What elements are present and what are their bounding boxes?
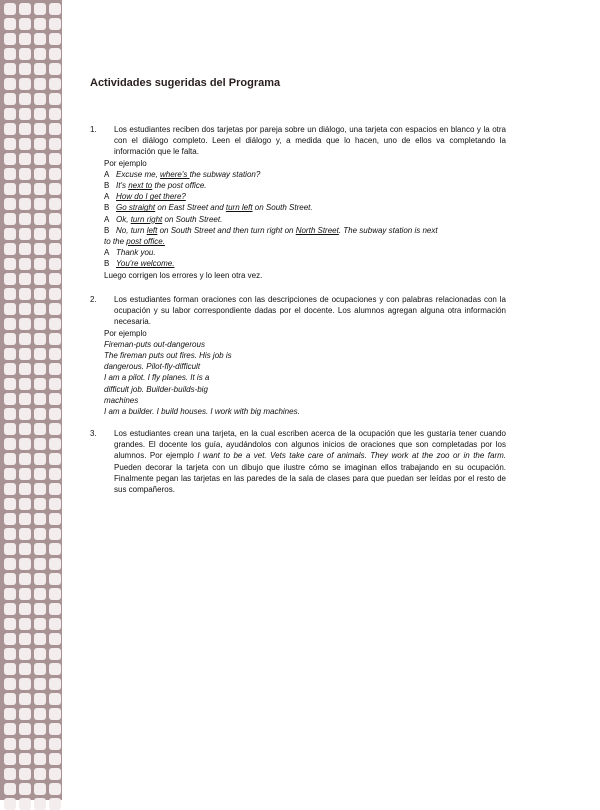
sidebar-square (4, 303, 16, 315)
sidebar-square (34, 708, 46, 720)
sidebar-square (49, 423, 61, 435)
sidebar-square (19, 258, 31, 270)
sidebar-square (49, 603, 61, 615)
sidebar-square (34, 438, 46, 450)
sidebar-square (34, 678, 46, 690)
sidebar-square (19, 213, 31, 225)
sidebar-square (19, 378, 31, 390)
speaker-label: A (104, 214, 110, 224)
sidebar-square (34, 408, 46, 420)
dialogue-blank: turn left (225, 203, 253, 213)
sidebar-square (34, 618, 46, 630)
sidebar-square (49, 93, 61, 105)
sidebar-square (34, 738, 46, 750)
sidebar-square (49, 33, 61, 45)
sidebar-square (34, 48, 46, 60)
dialogue-text: on South Street. (252, 203, 313, 213)
sidebar-square (19, 153, 31, 165)
sidebar-square (4, 588, 16, 600)
sidebar-square (34, 318, 46, 330)
sidebar-square (4, 663, 16, 675)
sidebar-square (34, 633, 46, 645)
dialogue-text: on South Street. (162, 214, 223, 224)
sidebar-square (4, 573, 16, 585)
sidebar-square (4, 453, 16, 465)
sidebar-square (19, 693, 31, 705)
activity-intro (90, 428, 514, 495)
sidebar-square (4, 603, 16, 615)
sidebar-square (49, 378, 61, 390)
sidebar-square (34, 78, 46, 90)
sidebar-square (19, 768, 31, 780)
sidebar-square (34, 258, 46, 270)
sidebar-square (4, 723, 16, 735)
sidebar-square (4, 753, 16, 765)
dialogue-text: to the (104, 237, 127, 247)
sidebar-square (34, 183, 46, 195)
sidebar-square (19, 183, 31, 195)
example-line: dangerous. Pilot-fly-difficult (104, 362, 201, 372)
sidebar-square (4, 318, 16, 330)
dialogue-text: . The subway station is next (338, 225, 438, 235)
sidebar-square (4, 408, 16, 420)
sidebar-square (4, 123, 16, 135)
intro-example: I want to be a vet. Vets take care of animals. They work at the zoo or in the farm. (197, 451, 507, 461)
sidebar-square (4, 633, 16, 645)
activity-number: 3. (90, 429, 97, 438)
sidebar-square (4, 423, 16, 435)
sidebar-square (34, 483, 46, 495)
sidebar-square (19, 303, 31, 315)
sidebar-square (49, 108, 61, 120)
sidebar-square (19, 198, 31, 210)
sidebar-square (19, 228, 31, 240)
activity-example-block (90, 158, 514, 281)
sidebar-square (4, 393, 16, 405)
sidebar-square (49, 588, 61, 600)
sidebar-square (34, 753, 46, 765)
example-line: machines (104, 395, 139, 405)
example-label: Por ejemplo (104, 328, 147, 338)
sidebar-square (34, 303, 46, 315)
sidebar-square (19, 738, 31, 750)
sidebar-square (4, 363, 16, 375)
sidebar-square (19, 558, 31, 570)
sidebar-square (49, 273, 61, 285)
sidebar-square (34, 348, 46, 360)
sidebar-square (49, 318, 61, 330)
sidebar-square (19, 3, 31, 15)
sidebar-square (49, 198, 61, 210)
sidebar-square (19, 618, 31, 630)
sidebar-square (49, 438, 61, 450)
sidebar-square (49, 48, 61, 60)
sidebar-square (19, 678, 31, 690)
sidebar-square (4, 213, 16, 225)
sidebar-square (19, 663, 31, 675)
sidebar-square (49, 528, 61, 540)
sidebar-square (4, 333, 16, 345)
sidebar-square (19, 498, 31, 510)
sidebar-square (34, 333, 46, 345)
sidebar-square (34, 513, 46, 525)
speaker-label: B (104, 181, 110, 191)
dialogue-blank: where's (160, 169, 190, 179)
sidebar-square (19, 588, 31, 600)
sidebar-square (4, 528, 16, 540)
sidebar-square (49, 153, 61, 165)
sidebar-square (49, 363, 61, 375)
sidebar-square (49, 678, 61, 690)
intro-text: Pueden decorar la tarjeta con un dibujo que ilustre cómo se imaginan ellos trabajando en su ocupación. Finalmente pegan las tarjetas en las paredes de la sala de clases para que puedan ser leídas por el resto de sus compañeros. (114, 462, 506, 495)
sidebar-square (19, 48, 31, 60)
sidebar-square (34, 273, 46, 285)
sidebar-square (19, 78, 31, 90)
dialogue-line (104, 258, 514, 269)
sidebar-square (19, 648, 31, 660)
sidebar-square (4, 183, 16, 195)
sidebar-square (19, 483, 31, 495)
sidebar-square (4, 3, 16, 15)
sidebar-square (19, 33, 31, 45)
activity-intro: Los estudiantes reciben dos tarjetas por pareja sobre un diálogo, una tarjeta con espacios en blanco y la otra con el diálogo completo. Leen el diálogo y, a medida que lo hacen, uno de ellos va completando la información que le falta. (114, 125, 506, 157)
speaker-label: B (104, 203, 110, 213)
sidebar-square (34, 288, 46, 300)
sidebar-square (4, 108, 16, 120)
sidebar-square (4, 498, 16, 510)
dialogue-blank: You're welcome. (116, 259, 175, 269)
sidebar-square (19, 108, 31, 120)
sidebar-square (4, 198, 16, 210)
sidebar-square (49, 18, 61, 30)
sidebar-square (34, 3, 46, 15)
sidebar-square (49, 78, 61, 90)
dialogue-line (104, 191, 514, 202)
speaker-label: B (104, 259, 110, 269)
sidebar-square (34, 663, 46, 675)
sidebar-square (49, 768, 61, 780)
sidebar-square (19, 528, 31, 540)
sidebar-square (49, 123, 61, 135)
sidebar-square (19, 723, 31, 735)
sidebar-square (34, 213, 46, 225)
sidebar-square (4, 228, 16, 240)
sidebar-square (49, 168, 61, 180)
sidebar-square (34, 648, 46, 660)
sidebar-square (49, 258, 61, 270)
sidebar-square (34, 603, 46, 615)
sidebar-square (19, 288, 31, 300)
sidebar-square (4, 483, 16, 495)
page-title: Actividades sugeridas del Programa (90, 77, 281, 89)
sidebar-square (19, 513, 31, 525)
sidebar-square (49, 618, 61, 630)
sidebar-square (19, 408, 31, 420)
sidebar-square (34, 123, 46, 135)
sidebar-square (19, 708, 31, 720)
sidebar-square (19, 123, 31, 135)
sidebar-square (19, 438, 31, 450)
sidebar-square (4, 258, 16, 270)
sidebar-square (4, 93, 16, 105)
sidebar-square (49, 303, 61, 315)
sidebar-square (34, 93, 46, 105)
dialogue-blank: How do I get there? (116, 192, 186, 202)
speaker-label: A (104, 248, 110, 258)
sidebar-square (34, 693, 46, 705)
sidebar-square (4, 513, 16, 525)
example-line: I am a pilot. I fly planes. It is a (104, 373, 210, 383)
dialogue-text: the post office. (152, 181, 207, 191)
sidebar-square (49, 708, 61, 720)
speaker-label: B (104, 225, 110, 235)
dialogue-text: Thank you. (116, 248, 156, 258)
sidebar-square (34, 558, 46, 570)
sidebar-square (4, 648, 16, 660)
intro-text: Los estudiantes crean una tarjeta, en la cual escriben acerca de la ocupación que les gustaría tener cuando grandes. El docente los guía, ayudándolos con algunos inicios de oraciones que son completadas por los alumnos. Por ejemplo (114, 429, 506, 461)
sidebar-square (34, 168, 46, 180)
sidebar-square (49, 333, 61, 345)
dialogue-text: the subway station? (189, 169, 261, 179)
sidebar-square (34, 453, 46, 465)
speaker-label: A (104, 192, 110, 202)
sidebar-square (49, 453, 61, 465)
dialogue-text: It's (116, 181, 129, 191)
sidebar-square (19, 363, 31, 375)
dialogue-text: Ok, (116, 214, 131, 224)
activity-number: 1. (90, 125, 97, 134)
sidebar-square (19, 348, 31, 360)
sidebar-pattern (0, 0, 62, 800)
sidebar-square (4, 558, 16, 570)
sidebar-square (49, 483, 61, 495)
sidebar-square (34, 393, 46, 405)
sidebar-square (49, 468, 61, 480)
sidebar-square (49, 693, 61, 705)
sidebar-square (34, 138, 46, 150)
sidebar-square (49, 753, 61, 765)
example-label: Por ejemplo (104, 158, 147, 168)
dialogue-blank: post office. (126, 237, 165, 247)
sidebar-square (34, 528, 46, 540)
sidebar-square (49, 513, 61, 525)
sidebar-square (49, 738, 61, 750)
sidebar-square (4, 288, 16, 300)
dialogue-text: Excuse me, (116, 169, 161, 179)
sidebar-square (34, 723, 46, 735)
sidebar-square (19, 423, 31, 435)
dialogue-text: on South Street and then turn right on (157, 225, 296, 235)
sidebar-square (49, 3, 61, 15)
activity-2 (90, 294, 514, 417)
activity-intro: Los estudiantes forman oraciones con las descripciones de ocupaciones y con palabras relacionadas con la ocupación y su labor correspondiente dadas por el docente. Los alumnos agregan alguna otra información necesaria. (114, 295, 506, 327)
sidebar-square (34, 228, 46, 240)
dialogue-blank: turn right (130, 214, 163, 224)
sidebar-square (19, 633, 31, 645)
sidebar-square (4, 153, 16, 165)
dialogue-text: No, turn (116, 225, 147, 235)
example-line: I am a builder. I build houses. I work with big machines. (104, 407, 300, 417)
sidebar-square (4, 348, 16, 360)
sidebar-square (19, 333, 31, 345)
dialogue-line (104, 169, 514, 180)
sidebar-square (19, 138, 31, 150)
sidebar-square (49, 663, 61, 675)
sidebar-square (49, 633, 61, 645)
sidebar-square (19, 318, 31, 330)
sidebar-square (49, 243, 61, 255)
sidebar-square (19, 18, 31, 30)
sidebar-square (49, 348, 61, 360)
sidebar-square (4, 243, 16, 255)
sidebar-square (34, 768, 46, 780)
sidebar-square (49, 393, 61, 405)
sidebar-square (49, 558, 61, 570)
example-line: difficult job. Builder-builds-big (104, 384, 208, 394)
sidebar-square (4, 543, 16, 555)
dialogue-line (104, 247, 514, 258)
sidebar-square (4, 438, 16, 450)
dialogue-line (104, 225, 514, 236)
sidebar-square (4, 168, 16, 180)
dialogue-line (104, 214, 514, 225)
sidebar-square (34, 198, 46, 210)
sidebar-square (49, 288, 61, 300)
sidebar-square (19, 543, 31, 555)
activity-closing: Luego corrigen los errores y lo leen otra vez. (104, 270, 263, 280)
dialogue-line (104, 236, 514, 247)
sidebar-square (4, 78, 16, 90)
sidebar-square (19, 243, 31, 255)
sidebar-square (34, 468, 46, 480)
sidebar-square (34, 153, 46, 165)
sidebar-square (4, 708, 16, 720)
sidebar-square (34, 378, 46, 390)
sidebar-square (49, 138, 61, 150)
activity-3 (90, 428, 514, 495)
sidebar-square (34, 363, 46, 375)
sidebar-square (19, 603, 31, 615)
sidebar-square (34, 588, 46, 600)
dialogue-blank: Go straight (116, 203, 156, 213)
dialogue-line (104, 202, 514, 213)
sidebar-square (4, 468, 16, 480)
sidebar-square (49, 723, 61, 735)
sidebar-square (34, 543, 46, 555)
sidebar-square (34, 783, 46, 795)
sidebar-square (4, 378, 16, 390)
sidebar-square (49, 213, 61, 225)
sidebar-square (19, 93, 31, 105)
example-line: Fireman-puts out-dangerous (104, 339, 205, 349)
dialogue-blank: left (146, 225, 158, 235)
sidebar-square (34, 423, 46, 435)
sidebar-square (34, 63, 46, 75)
activity-number: 2. (90, 295, 97, 304)
sidebar-square (4, 738, 16, 750)
dialogue-blank: North Street (295, 225, 339, 235)
decorative-sidebar (0, 0, 62, 800)
sidebar-square (49, 573, 61, 585)
sidebar-square (19, 783, 31, 795)
sidebar-square (4, 783, 16, 795)
sidebar-square (49, 783, 61, 795)
sidebar-square (4, 678, 16, 690)
sidebar-square (4, 33, 16, 45)
sidebar-square (4, 768, 16, 780)
sidebar-square (49, 498, 61, 510)
speaker-label: A (104, 169, 110, 179)
dialogue-blank: next to (128, 181, 153, 191)
sidebar-square (4, 138, 16, 150)
dialogue-line (104, 180, 514, 191)
sidebar-square (19, 273, 31, 285)
sidebar-square (34, 498, 46, 510)
sidebar-square (49, 183, 61, 195)
sidebar-square (4, 63, 16, 75)
sidebar-square (49, 408, 61, 420)
sidebar-square (19, 468, 31, 480)
sidebar-square (19, 168, 31, 180)
sidebar-square (19, 573, 31, 585)
activity-1 (90, 124, 514, 281)
example-line: The fireman puts out fires. His job is (104, 351, 232, 361)
activity-example-block (90, 328, 514, 418)
sidebar-square (4, 273, 16, 285)
sidebar-square (49, 648, 61, 660)
sidebar-square (34, 108, 46, 120)
sidebar-square (4, 48, 16, 60)
sidebar-square (4, 18, 16, 30)
sidebar-square (34, 33, 46, 45)
sidebar-square (4, 618, 16, 630)
sidebar-square (49, 63, 61, 75)
sidebar-square (49, 228, 61, 240)
sidebar-square (34, 18, 46, 30)
dialogue-text: on East Street and (155, 203, 226, 213)
sidebar-square (49, 543, 61, 555)
sidebar-square (4, 693, 16, 705)
sidebar-square (19, 753, 31, 765)
sidebar-square (19, 393, 31, 405)
sidebar-square (19, 63, 31, 75)
sidebar-square (34, 573, 46, 585)
sidebar-square (34, 243, 46, 255)
sidebar-square (19, 453, 31, 465)
